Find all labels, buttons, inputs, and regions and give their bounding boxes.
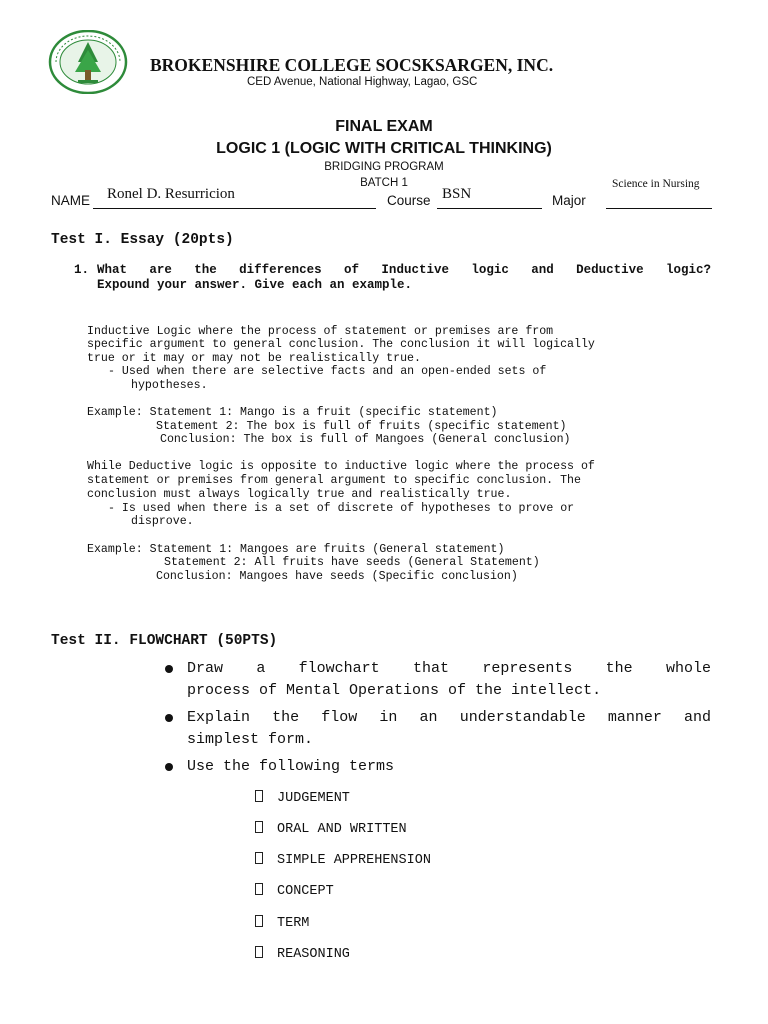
term-item: SIMPLE APPREHENSION <box>255 852 431 868</box>
checkbox-icon <box>255 821 263 833</box>
deductive-paragraph-line: statement or premises from general argument to specific conclusion. The <box>87 474 581 487</box>
exam-batch: BATCH 1 <box>360 177 408 189</box>
school-address: CED Avenue, National Highway, Lagao, GSC <box>247 76 478 88</box>
college-seal-logo <box>48 30 128 94</box>
instruction-draw-line-1: Draw a flowchart that represents the whole <box>187 660 711 677</box>
name-field-underline <box>93 208 376 209</box>
exam-subject: LOGIC 1 (LOGIC WITH CRITICAL THINKING) <box>216 140 552 157</box>
term-item: REASONING <box>255 946 350 962</box>
checkbox-icon <box>255 790 263 802</box>
inductive-paragraph-line: Inductive Logic where the process of statement or premises are from <box>87 325 554 338</box>
term-item: TERM <box>255 915 309 931</box>
test1-heading: Test I. Essay (20pts) <box>51 232 234 248</box>
exam-program: BRIDGING PROGRAM <box>324 161 444 173</box>
major-field[interactable]: Science in Nursing <box>612 178 700 190</box>
deductive-paragraph-line: While Deductive logic is opposite to inductive logic where the process of <box>87 460 595 473</box>
checkbox-icon <box>255 852 263 864</box>
inductive-example-line: Statement 2: The box is full of fruits (specific statement) <box>156 420 567 433</box>
name-label: NAME <box>51 193 91 208</box>
question-line-2: Expound your answer. Give each an example. <box>97 278 413 292</box>
question-line-1: What are the differences of Inductive logic and Deductive logic? <box>97 263 711 277</box>
inductive-paragraph-line: specific argument to general conclusion. The conclusion it will logically <box>87 338 595 351</box>
term-item: CONCEPT <box>255 883 334 899</box>
deductive-bullet-continued: disprove. <box>131 515 194 528</box>
exam-title: FINAL EXAM <box>335 118 433 135</box>
bullet-icon <box>165 714 173 722</box>
inductive-paragraph-line: true or it may or may not be realistically true. <box>87 352 421 365</box>
deductive-example-line: Example: Statement 1: Mangoes are fruits (General statement) <box>87 543 505 556</box>
name-field[interactable]: Ronel D. Resurricion <box>107 186 235 202</box>
checkbox-icon <box>255 915 263 927</box>
major-field-underline <box>606 208 712 209</box>
bullet-icon <box>165 665 173 673</box>
instruction-explain-line-2: simplest form. <box>187 731 314 748</box>
question-number: 1. <box>74 263 90 277</box>
deductive-example-line: Conclusion: Mangoes have seeds (Specific conclusion) <box>156 570 518 583</box>
inductive-example-line: Conclusion: The box is full of Mangoes (General conclusion) <box>160 433 571 446</box>
deductive-example-line: Statement 2: All fruits have seeds (General Statement) <box>164 556 540 569</box>
school-name: BROKENSHIRE COLLEGE SOCSKSARGEN, INC. <box>150 55 554 75</box>
term-item: JUDGEMENT <box>255 790 350 806</box>
deductive-bullet: - Is used when there is a set of discrete of hypotheses to prove or <box>108 502 575 515</box>
instruction-use-terms: Use the following terms <box>187 758 395 775</box>
inductive-example-line: Example: Statement 1: Mango is a fruit (specific statement) <box>87 406 498 419</box>
instruction-explain-line-1: Explain the flow in an understandable manner and <box>187 709 711 726</box>
inductive-bullet: - Used when there are selective facts and an open-ended sets of <box>108 365 547 378</box>
term-item: ORAL AND WRITTEN <box>255 821 407 837</box>
checkbox-icon <box>255 883 263 895</box>
instruction-draw-line-2: process of Mental Operations of the intellect. <box>187 682 602 699</box>
course-field-underline <box>437 208 542 209</box>
checkbox-icon <box>255 946 263 958</box>
major-label: Major <box>552 193 586 208</box>
inductive-bullet-continued: hypotheses. <box>131 379 208 392</box>
course-label: Course <box>387 193 431 208</box>
deductive-paragraph-line: conclusion must always logically true and realistically true. <box>87 488 512 501</box>
test2-heading: Test II. FLOWCHART (50PTS) <box>51 633 278 649</box>
course-field[interactable]: BSN <box>442 186 472 202</box>
bullet-icon <box>165 763 173 771</box>
